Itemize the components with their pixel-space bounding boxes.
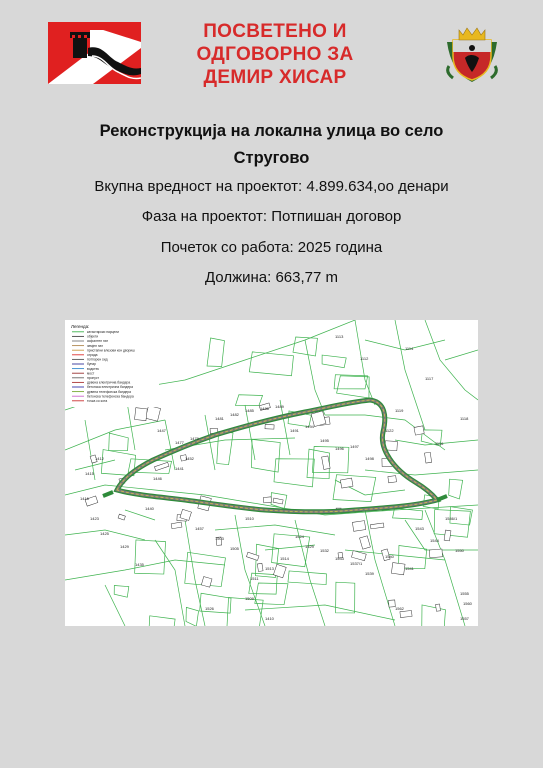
slogan-line: ОДГОВОРНО ЗА	[196, 44, 354, 65]
parcel-number: 1555	[460, 591, 469, 596]
building	[370, 523, 384, 529]
building	[257, 563, 263, 571]
parcel-number: 1457	[195, 526, 204, 531]
legend-item: точка со кота	[87, 399, 108, 403]
parcel	[235, 395, 262, 406]
legend-item: потпорен ѕид	[87, 357, 108, 362]
parcel-number: 1410	[265, 616, 274, 621]
parcel-number: 1532	[320, 548, 329, 553]
parcel-boundary	[245, 405, 255, 460]
parcel-boundary	[65, 420, 165, 450]
building	[263, 497, 271, 503]
road-branch	[103, 492, 113, 496]
parcel-number: 1495	[320, 438, 329, 443]
parcel-number: 1498	[365, 456, 374, 461]
building	[425, 452, 432, 463]
parcel-boundary	[395, 320, 425, 430]
parcel-number: 1511	[250, 576, 259, 581]
parcel-boundary	[355, 320, 375, 405]
slogan-line: ДЕМИР ХИСАР	[203, 67, 347, 88]
project-length: Должина: 663,77 m	[204, 269, 338, 286]
project-title	[60, 118, 483, 172]
parcel-number: 1441	[175, 466, 184, 471]
parcel-number: 1494	[305, 424, 314, 429]
parcel-number: 1489	[275, 404, 284, 409]
road-branch	[437, 496, 447, 500]
parcel	[109, 433, 129, 450]
building	[322, 456, 331, 469]
parcel	[135, 540, 166, 574]
parcel-number: 1540	[385, 554, 394, 559]
parcel-number: 1486	[260, 406, 269, 411]
building	[171, 522, 182, 529]
header	[0, 0, 543, 100]
parcel-number: 1412	[95, 456, 104, 461]
parcel-number: 1446	[153, 476, 162, 481]
parcel-boundary	[105, 585, 125, 626]
parcel-boundary	[445, 350, 478, 360]
project-phase: Фаза на проектот: Потпишан договор	[141, 208, 402, 225]
parcel-number: 1533	[335, 556, 344, 561]
parcel-number: 1479	[190, 436, 199, 441]
parcel	[449, 479, 463, 499]
building	[352, 521, 365, 532]
building	[340, 478, 353, 488]
legend-item: бетонска телефонска бандера	[87, 394, 134, 399]
parcel-number: 1529	[305, 544, 314, 549]
parcel-number: 1452	[185, 456, 194, 461]
parcel-number: 1113	[335, 334, 344, 339]
parcel-number: 1524	[295, 534, 304, 539]
parcel-number: 1560	[463, 601, 472, 606]
parcel-number: 1117	[425, 376, 434, 381]
building	[444, 530, 451, 541]
building	[145, 406, 160, 422]
parcel-number: 1119	[395, 408, 404, 413]
parcel-number: 1557	[460, 616, 469, 621]
parcel-number: 1491	[290, 428, 299, 433]
parcel-number: 1112	[360, 356, 369, 361]
municipality-logo-icon	[48, 22, 141, 84]
parcel-number: 1503	[215, 536, 224, 541]
parcel	[422, 605, 446, 626]
parcel-number: 1416	[80, 496, 89, 501]
parcel	[322, 355, 346, 368]
project-start: Почеток со работа: 2025 година	[160, 239, 383, 256]
parcel-number: 1510	[245, 516, 254, 521]
parcel-number: 1513	[265, 566, 274, 571]
parcel-boundary	[305, 340, 325, 415]
parcel-number: 1435	[135, 562, 144, 567]
building	[429, 549, 442, 558]
parcel-number: 1122	[385, 428, 394, 433]
parcel-number: 1544	[430, 538, 439, 543]
legend-item: бетонска електрична бандера	[87, 385, 133, 390]
parcel	[288, 571, 326, 585]
parcel-number: 1537/1	[350, 561, 363, 566]
building	[154, 462, 169, 470]
building	[265, 424, 274, 429]
parcel-number: 1415	[85, 471, 94, 476]
parcel-number: 1505	[230, 546, 239, 551]
legend-item: пристапни влезови кон двориш	[87, 348, 135, 353]
parcel	[217, 432, 233, 465]
legend-item: ограда	[87, 353, 98, 357]
parcel-number: 1550	[455, 548, 464, 553]
building	[436, 604, 441, 611]
parcel	[207, 338, 224, 367]
coat-of-arms-icon	[443, 22, 501, 84]
project-value: Вкупна вредност на проектот: 4.899.634,оо денари	[94, 178, 449, 195]
parcel-number: 1477	[175, 440, 184, 445]
building	[360, 536, 371, 549]
parcel-number: 1514	[280, 556, 289, 561]
building	[246, 552, 259, 560]
legend-item: водотек	[87, 366, 99, 371]
legend-item: бунар	[87, 362, 96, 367]
parcel-number: 1447	[157, 428, 166, 433]
slogan	[175, 20, 375, 89]
legend-item: мост	[87, 371, 95, 376]
parcel-number: 1496	[335, 446, 344, 451]
parcel	[252, 439, 281, 472]
parcel-number: 1481	[215, 416, 224, 421]
parcel-number: 1423	[90, 516, 99, 521]
parcel-number: 1497	[350, 444, 359, 449]
building	[135, 408, 148, 421]
parcel-number: 1541	[405, 566, 414, 571]
parcel	[149, 616, 175, 626]
parcel-number: 1429	[120, 544, 129, 549]
parcel-number: 1116	[435, 441, 444, 446]
parcel	[333, 475, 376, 502]
parcel	[186, 607, 199, 626]
parcel-number: 1482	[230, 412, 239, 417]
building	[388, 476, 397, 483]
cadastral-map	[65, 320, 478, 626]
title-line: Стругово	[233, 149, 310, 167]
building	[391, 563, 405, 575]
legend-item: дрвена телефонска бандера	[87, 389, 132, 394]
slogan-line: ПОСВЕТЕНО И	[203, 21, 347, 42]
map-drawing	[65, 320, 478, 626]
building	[118, 514, 125, 520]
parcel	[337, 376, 370, 398]
parcel-boundary	[65, 560, 225, 580]
parcel	[114, 586, 129, 598]
parcel-boundary	[425, 320, 478, 400]
parcel-boundary	[425, 510, 465, 626]
parcel	[227, 598, 263, 626]
parcel-number: 1440	[145, 506, 154, 511]
parcel-number: 1118	[460, 416, 469, 421]
legend-item: дрвена електрична бандера	[87, 380, 131, 385]
parcel	[336, 582, 355, 613]
parcel-number: 1546/1	[445, 516, 458, 521]
parcel-boundary	[365, 470, 478, 475]
parcel-number: 1543	[415, 526, 424, 531]
legend-item: катастарски парцели	[87, 330, 120, 334]
parcel-number: 1526	[205, 606, 214, 611]
legend-item: пропуст	[87, 376, 100, 380]
parcel-boundary	[155, 540, 185, 626]
parcel-boundary	[125, 510, 155, 520]
legend-item: асфалтен пат	[87, 339, 109, 344]
legend-item: земјен пат	[87, 343, 103, 348]
parcel-number: 1539	[365, 571, 374, 576]
parcel-boundary	[215, 525, 335, 535]
parcel-number: 1485	[245, 408, 254, 413]
building	[273, 498, 283, 504]
building	[400, 610, 412, 617]
parcel	[249, 352, 293, 376]
legend-title: Легенда:	[71, 324, 90, 329]
parcel-number: 1114	[405, 346, 414, 351]
parcel-number: 1562	[395, 606, 404, 611]
parcel-number: 1509	[245, 596, 254, 601]
legend-item: објекти	[87, 334, 99, 339]
parcel-number: 1425	[100, 531, 109, 536]
title-line: Реконструкција на локална улица во село	[99, 122, 444, 140]
building	[414, 426, 424, 435]
